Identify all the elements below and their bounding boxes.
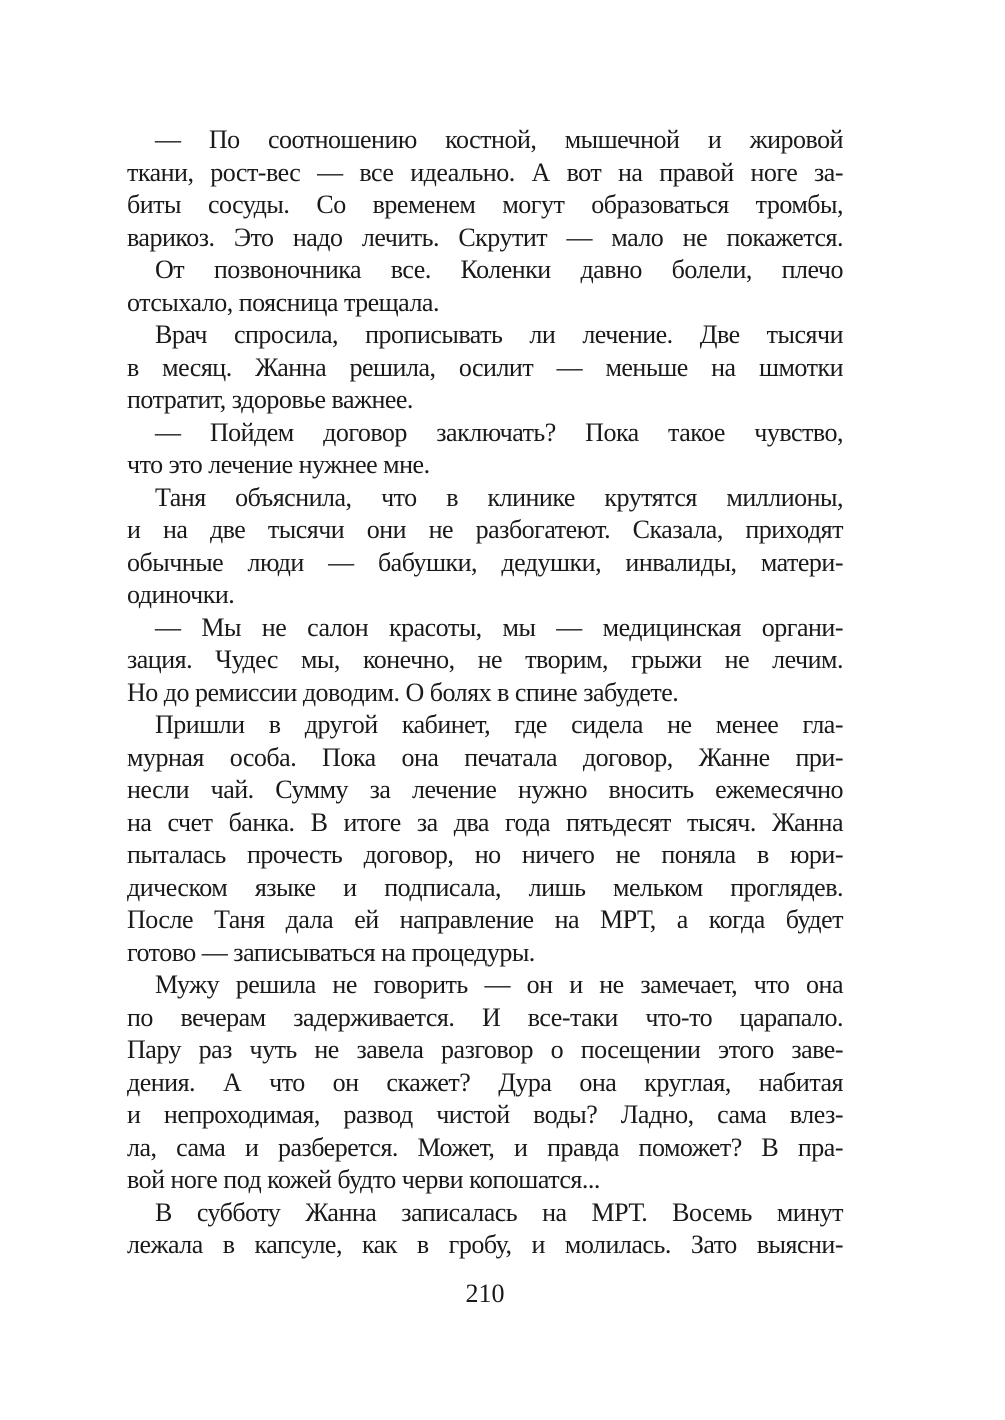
text-line: — Пойдем договор заключать? Пока такое чувство, (155, 417, 843, 447)
text-line: и непроходимая, развод чистой воды? Ладно, сама влез- (127, 1100, 843, 1129)
text-line: вой ноге под кожей будто черви копошатся... (127, 1165, 600, 1194)
page-number: 210 (465, 1279, 505, 1308)
text-line: От позвоночника все. Коленки давно болели, плечо (155, 255, 843, 284)
text-line: Врач спросила, прописывать ли лечение. Две тысячи (155, 320, 843, 349)
text-line: — Мы не салон красоты, мы — медицинская органи- (155, 612, 843, 642)
text-line: Пару раз чуть не завела разговор о посещении этого заве- (127, 1035, 843, 1064)
text-line: Пришли в другой кабинет, где сидела не менее гла- (155, 710, 843, 739)
paragraph (127, 124, 843, 254)
text-line: варикоз. Это надо лечить. Скрутит — мало не покажется. (127, 222, 843, 252)
text-line: Мужу решила не говорить — он и не замечает, что она (155, 970, 843, 999)
text-line: по вечерам задерживается. И все-таки что-то царапало. (127, 1002, 843, 1032)
text-line: Таня объяснила, что в клинике крутятся миллионы, (155, 482, 843, 512)
page-text (127, 124, 843, 1262)
paragraph (127, 612, 843, 710)
text-line: потратит, здоровье важнее. (127, 385, 413, 414)
text-line: и на две тысячи они не разбогатеют. Сказала, приходят (127, 515, 843, 544)
paragraph (127, 254, 843, 319)
paragraph (127, 417, 843, 482)
text-line: ткани, рост-вес — все идеально. А вот на правой ноге за- (127, 157, 843, 187)
text-line: мурная особа. Пока она печатала договор, Жанне при- (127, 742, 843, 772)
paragraph (127, 482, 843, 612)
paragraph (127, 1197, 843, 1262)
text-line: лежала в капсуле, как в гробу, и молилась. Зато выясни- (127, 1230, 843, 1259)
text-line: обычные люди — бабушки, дедушки, инвалиды, матери- (127, 547, 843, 577)
paragraph (127, 709, 843, 969)
text-line: несли чай. Сумму за лечение нужно вносить ежемесячно (127, 775, 843, 804)
text-line: пыталась прочесть договор, но ничего не поняла в юри- (127, 840, 843, 869)
text-line: дическом языке и подписала, лишь мельком проглядев. (127, 872, 843, 902)
text-line: что это лечение нужнее мне. (127, 450, 430, 479)
text-line: биты сосуды. Со временем могут образоваться тромбы, (127, 190, 843, 219)
text-line: — По соотношению костной, мышечной и жировой (155, 125, 843, 154)
text-line: После Таня дала ей направление на МРТ, а когда будет (127, 905, 843, 934)
text-line: Но до ремиссии доводим. О болях в спине забудете. (127, 677, 679, 707)
text-line: В субботу Жанна записалась на МРТ. Восемь минут (155, 1197, 843, 1227)
text-line: на счет банка. В итоге за два года пятьдесят тысяч. Жанна (127, 807, 843, 837)
paragraph (127, 969, 843, 1197)
text-line: в месяц. Жанна решила, осилит — меньше на шмотки (127, 352, 843, 382)
text-line: дения. А что он скажет? Дура она круглая, набитая (127, 1067, 843, 1097)
text-line: одиночки. (127, 580, 235, 609)
text-line: зация. Чудес мы, конечно, не творим, грыжи не лечим. (127, 645, 843, 674)
text-line: ла, сама и разберется. Может, и правда поможет? В пра- (127, 1132, 843, 1162)
text-line: отсыхало, поясница трещала. (127, 287, 439, 317)
paragraph (127, 319, 843, 417)
text-line: готово — записываться на процедуры. (127, 937, 535, 967)
